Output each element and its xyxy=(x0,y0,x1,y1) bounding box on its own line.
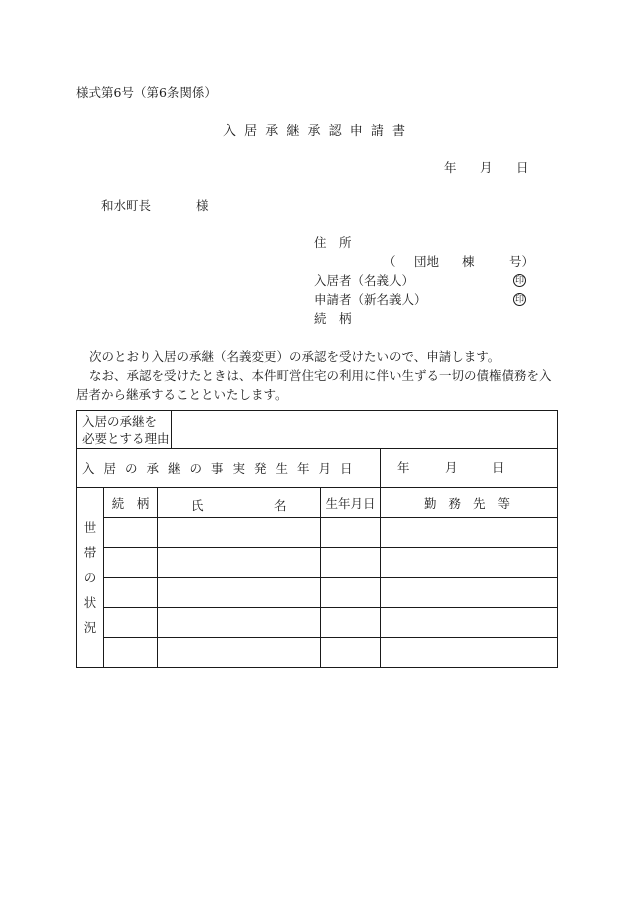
reason-label xyxy=(77,411,172,449)
address-danchi: 団地 xyxy=(414,254,440,269)
workplace-cell[interactable] xyxy=(381,638,558,668)
workplace-cell[interactable] xyxy=(381,548,558,578)
relation-cell[interactable] xyxy=(104,578,158,608)
table-row xyxy=(77,638,558,668)
table-row xyxy=(77,578,558,608)
date-month-label: 月 xyxy=(480,160,493,175)
event-date-month-label: 月 xyxy=(445,460,458,475)
workplace-cell[interactable] xyxy=(381,578,558,608)
seal-mark-icon: 印 xyxy=(514,295,524,305)
address-building: 棟 xyxy=(462,254,475,269)
relation-cell[interactable] xyxy=(104,518,158,548)
addressee-name: 和水町長 xyxy=(101,198,152,213)
event-date-year-label: 年 xyxy=(397,460,410,475)
household-label-char: 帯 xyxy=(83,545,97,560)
birthdate-cell[interactable] xyxy=(321,608,381,638)
relation-cell[interactable] xyxy=(104,608,158,638)
household-label-char: の xyxy=(83,570,97,585)
address-label: 住 所 xyxy=(314,235,352,250)
household-label-char: 況 xyxy=(83,620,97,635)
column-header-birthdate: 生年月日 xyxy=(321,488,381,518)
workplace-cell[interactable] xyxy=(381,518,558,548)
name-cell[interactable] xyxy=(158,638,321,668)
birthdate-cell[interactable] xyxy=(321,638,381,668)
column-header-name-given: 氏 xyxy=(191,498,204,513)
relation-cell[interactable] xyxy=(104,548,158,578)
name-cell[interactable] xyxy=(158,578,321,608)
applicant-label: 申請者（新名義人） xyxy=(314,292,427,307)
name-cell[interactable] xyxy=(158,548,321,578)
body-line-1: 次のとおり入居の承継（名義変更）の承認を受けたいので、申請します。 xyxy=(89,349,501,364)
event-date-label: 入居の承継の事実発生年月日 xyxy=(82,461,362,476)
resident-label: 入居者（名義人） xyxy=(314,273,415,288)
table-row xyxy=(77,608,558,638)
household-label-char: 状 xyxy=(83,595,97,610)
form-number: 様式第6号（第6条関係） xyxy=(76,85,217,100)
household-label-char: 世 xyxy=(83,520,97,535)
name-cell[interactable] xyxy=(158,518,321,548)
workplace-cell[interactable] xyxy=(381,608,558,638)
relation-cell[interactable] xyxy=(104,638,158,668)
column-header-workplace: 勤 務 先 等 xyxy=(381,488,558,518)
reason-field[interactable] xyxy=(172,411,558,449)
birthdate-cell[interactable] xyxy=(321,518,381,548)
date-day-label: 日 xyxy=(516,160,529,175)
table-row xyxy=(77,518,558,548)
name-cell[interactable] xyxy=(158,608,321,638)
application-table xyxy=(76,410,558,668)
column-header-name-family: 名 xyxy=(274,498,287,513)
address-paren-open: （ xyxy=(383,254,396,269)
body-line-2: なお、承認を受けたときは、本件町営住宅の利用に伴い生ずる一切の債権債務を入居者から継承することといたします。 xyxy=(76,368,552,402)
event-date-day-label: 日 xyxy=(492,460,505,475)
birthdate-cell[interactable] xyxy=(321,548,381,578)
household-label xyxy=(77,488,104,668)
reason-label-line-1: 入居の承継を xyxy=(82,413,158,429)
table-row xyxy=(77,548,558,578)
page-title: 入 居 承 継 承 認 申 請 書 xyxy=(222,124,408,139)
seal-mark-icon: 印 xyxy=(514,276,524,286)
birthdate-cell[interactable] xyxy=(321,578,381,608)
date-year-label: 年 xyxy=(444,160,457,175)
reason-label-line-2: 必要とする理由 xyxy=(82,430,170,446)
addressee-honorific: 様 xyxy=(196,198,209,213)
column-header-relation: 続 柄 xyxy=(104,488,158,518)
relation-label: 続 柄 xyxy=(314,311,352,326)
column-header-name xyxy=(158,488,321,518)
event-date-label-cell xyxy=(77,449,381,488)
address-number: 号） xyxy=(509,254,535,269)
